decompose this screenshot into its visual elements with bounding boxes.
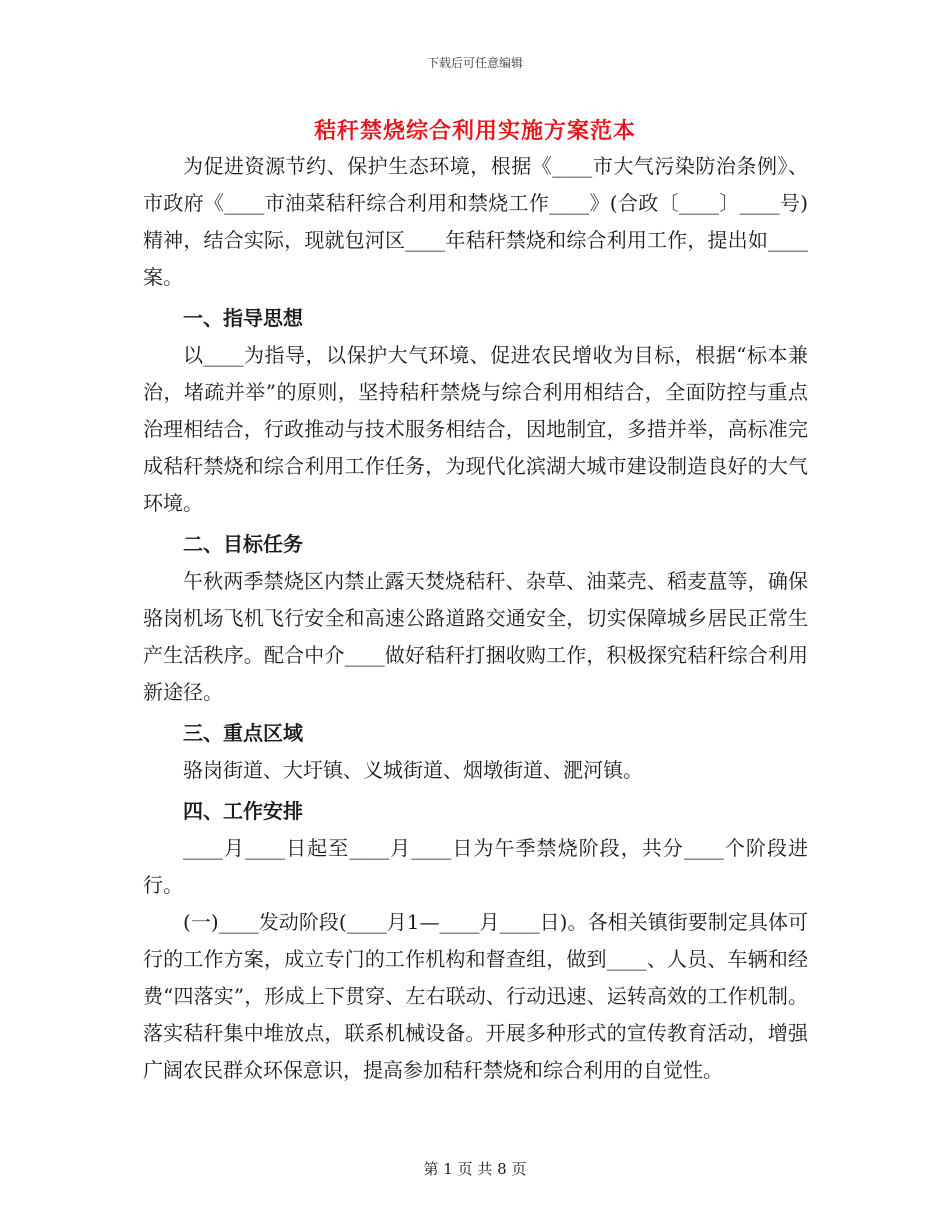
- header-note: 下载后可任意编辑: [426, 56, 523, 70]
- section-paragraph: ____月____日起至____月____日为午季禁烧阶段，共分____个阶段进行。: [143, 836, 808, 897]
- document-title: 秸秆禁烧综合利用实施方案范本: [313, 118, 636, 144]
- section-paragraph: 午秋两季禁烧区内禁止露天焚烧秸秆、杂草、油菜壳、稻麦蒀等，确保骆岗机场飞机飞行安全和高速公路道路交通安全，切实保障城乡居民正常生产生活秩序。配合中介____做好秸秆打捆收购工作，积极探究秸秆综合利用新途径。: [143, 569, 808, 704]
- section-heading-work-arrangement: 四、工作安排: [183, 799, 303, 823]
- section-heading-key-areas: 三、重点区域: [183, 721, 303, 745]
- section-heading-objectives: 二、目标任务: [183, 532, 303, 556]
- section-paragraph: 以____为指导，以保护大气环境、促进农民增收为目标，根据“标本兼治，堵疏并举”的原则，坚持秸秆禁烧与综合利用相结合，全面防控与重点治理相结合，行政推动与技术服务相结合，因地制宜，多措并举，高标准完成秸秆禁烧和综合利用工作任务，为现代化滨湖大城市建设制造良好的大气环境。: [143, 343, 808, 515]
- document-body: [143, 148, 808, 1089]
- section-paragraph: 骆岗街道、大圩镇、义城街道、烟墩街道、淝河镇。: [183, 758, 643, 782]
- intro-paragraph: 为促进资源节约、保护生态环境，根据《____市大气污染防治条例》、市政府《____市油菜秸秆综合利用和禁烧工作____》(合政〔____〕____号)精神，结合实际，现就包河区____年秸秆禁烧和综合利用工作，提出如____案。: [143, 154, 808, 289]
- section-heading-guiding-ideology: 一、指导思想: [183, 306, 303, 330]
- section-paragraph: (一)____发动阶段(____月1—____月____日)。各相关镇街要制定具体可行的工作方案，成立专门的工作机构和督查组，做到____、人员、车辆和经费“四落实”，形成上下贯穿、左右联动、行动迅速、运转高效的工作机制。落实秸秆集中堆放点，联系机械设备。开展多种形式的宣传教育活动，增强广阔农民群众环保意识，提高参加秸秆禁烧和综合利用的自觉性。: [143, 910, 808, 1082]
- page-footer: 第 1 页 共 8 页: [423, 1160, 527, 1178]
